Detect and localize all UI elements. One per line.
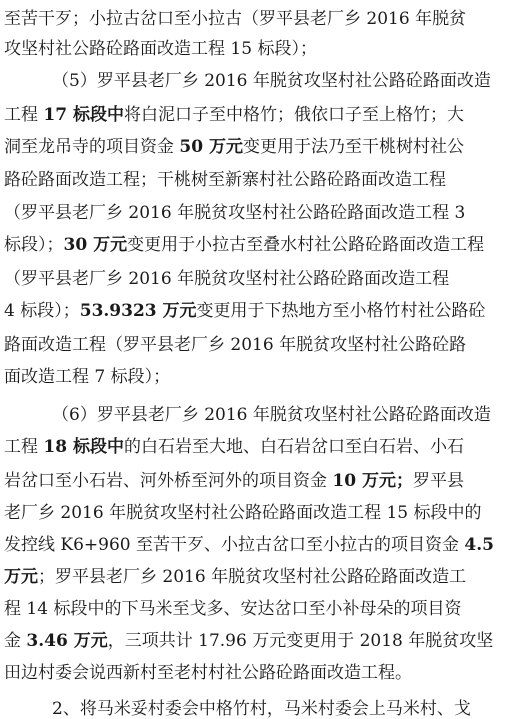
text-line: [4, 165, 521, 195]
bold-text-segment: 17 标段中: [43, 105, 124, 125]
text-segment: 2、将马米妥村委会中格竹村，马米村委会上马米村、戈: [52, 699, 471, 719]
text-segment: 将白泥口子至中格竹；俄依口子至上格竹；大: [123, 105, 464, 125]
bold-text-segment: 30 万元: [63, 235, 128, 255]
text-segment: 变更用于小拉古至叠水村社公路砼路面改造工程: [127, 235, 485, 255]
text-line: [4, 498, 521, 528]
text-line: [4, 4, 521, 34]
text-segment: 金: [4, 631, 27, 651]
text-segment: 面改造工程 7 标段）；: [4, 367, 171, 387]
text-segment: （罗平县老厂乡 2016 年脱贫攻坚村社公路砼路面改造工程 3: [4, 203, 466, 223]
text-line: [4, 530, 521, 560]
text-segment: 田边村委会说西新村至老村村社公路砼路面改造工程。: [4, 663, 412, 683]
text-segment: 路面改造工程（罗平县老厂乡 2016 年脱贫攻坚村社公路砼路: [4, 335, 467, 355]
bold-text-segment: 18 标段中: [43, 437, 124, 457]
text-segment: 路砼路面改造工程；干桃树至新寨村社公路砼路面改造工程: [4, 170, 446, 190]
text-segment: 工程: [4, 437, 44, 457]
bold-text-segment: 10 万元；: [332, 471, 413, 491]
text-segment: 变更用于法乃至干桃树村社公: [242, 137, 464, 157]
text-segment: 4 标段）；: [4, 301, 80, 321]
text-segment: 至苦干歹；小拉古岔口至小拉古（罗平县老厂乡 2016 年脱贫: [4, 9, 467, 29]
text-line: [4, 296, 521, 326]
text-segment: 程 14 标段中的下马米至戈多、安达岔口至小补母朵的项目资: [4, 599, 462, 619]
text-segment: ；罗平县老厂乡 2016 年脱贫攻坚村社公路砼路面改造工: [38, 567, 467, 587]
text-segment: 的白石岩至大地、白石岩岔口至白石岩、小石: [123, 437, 464, 457]
text-line: [4, 626, 521, 656]
text-segment: 发控线 K6+960 至苦干歹、小拉古岔口至小拉古的项目资金: [4, 535, 465, 555]
text-line: [4, 330, 521, 360]
bold-text-segment: 50 万元: [179, 137, 243, 157]
text-line: [4, 132, 521, 162]
text-segment: ，三项共计 17.96 万元变更用于 2018 年脱贫攻坚: [107, 631, 494, 651]
text-line: [4, 230, 521, 260]
text-line: [4, 362, 521, 392]
text-line: [52, 400, 521, 430]
text-line: [4, 432, 521, 462]
text-segment: 工程: [4, 105, 44, 125]
bold-text-segment: 万元: [4, 567, 38, 587]
text-segment: 标段）；: [4, 235, 64, 255]
text-line: [4, 594, 521, 624]
text-line: [4, 466, 521, 496]
text-line: [52, 694, 521, 719]
text-line: [4, 562, 521, 592]
text-segment: 攻坚村社公路砼路面改造工程 15 标段）；: [4, 39, 317, 59]
bold-text-segment: 53.9323 万元: [79, 301, 197, 321]
text-segment: 变更用于下热地方至小格竹村社公路砼: [196, 301, 486, 321]
bold-text-segment: 4.5: [464, 535, 494, 555]
text-line: [4, 34, 521, 64]
bold-text-segment: 3.46 万元: [26, 631, 108, 651]
text-segment: 罗平县: [412, 471, 464, 491]
text-line: [4, 198, 521, 228]
text-segment: 老厂乡 2016 年脱贫攻坚村社公路砼路面改造工程 15 标段中的: [4, 503, 482, 523]
text-segment: 洞至龙吊寺的项目资金: [4, 137, 180, 157]
text-line: [4, 100, 521, 130]
text-line: [52, 66, 521, 96]
text-line: [4, 264, 521, 294]
text-line: [4, 658, 521, 688]
text-segment: （6）罗平县老厂乡 2016 年脱贫攻坚村社公路砼路面改造: [52, 405, 491, 425]
text-segment: （罗平县老厂乡 2016 年脱贫攻坚村社公路砼路面改造工程: [4, 269, 450, 289]
text-segment: 岩岔口至小石岩、河外桥至河外的项目资金: [4, 471, 333, 491]
text-segment: （5）罗平县老厂乡 2016 年脱贫攻坚村社公路砼路面改造: [52, 71, 491, 91]
